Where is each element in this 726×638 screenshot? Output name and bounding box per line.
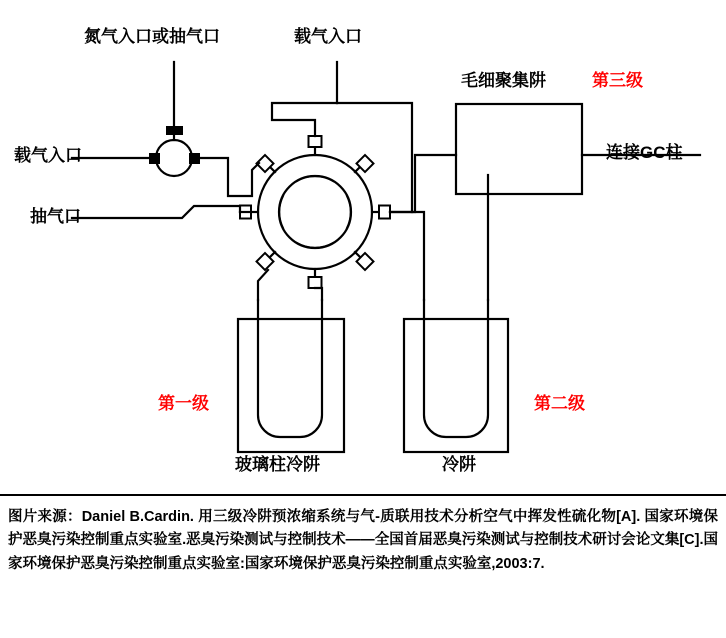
valve-flow-path-1: [297, 176, 333, 181]
stage-one-dewar: [238, 319, 344, 452]
stage-two-u-trap: [424, 300, 488, 437]
vacuum-port-line: [72, 206, 240, 218]
label-nitrogen-inlet: 氮气入口或抽气口: [84, 27, 220, 46]
carrier-gas-top-line: [272, 103, 337, 136]
valve-se-branch: [371, 261, 400, 276]
source-citation-box: [0, 494, 726, 638]
source-citation-text: 图片来源：Daniel B.Cardin. 用三级冷阱预浓缩系统与气-质联用技术分析空气中挥发性硫化物[A]. 国家环境保护恶臭污染控制重点实验室.恶臭污染测试与控制技术——全国首届恶臭污染测试与控制技术研讨会论文集[C].国家环境保护恶臭污染控制重点实验室:国家环境保护恶臭污染控制重点实验室,2003:7.: [8, 509, 718, 572]
stage-one-u-trap: [258, 300, 322, 437]
three-way-valve-left-port: [149, 153, 160, 164]
label-stage-three: 第三级: [592, 71, 643, 90]
label-cold-trap: 冷阱: [442, 455, 476, 474]
valve-flow-path-3: [297, 243, 333, 248]
label-carrier-gas-inlet-top: 载气入口: [294, 27, 362, 46]
valve-inner-ring: [279, 176, 351, 248]
label-glass-column-cold-trap: 玻璃柱冷阱: [235, 455, 320, 474]
label-vacuum-port: 抽气口: [30, 207, 81, 226]
label-carrier-gas-inlet-left: 载气入口: [14, 146, 82, 165]
stage-one-right-riser: [315, 288, 322, 300]
three-way-valve-body: [156, 140, 192, 176]
capillary-trap-box: [456, 104, 582, 194]
label-connect-gc-column: 连接GC柱: [606, 143, 683, 162]
capillary-top-feed-stub: [272, 85, 412, 103]
stage-two-dewar: [404, 319, 508, 452]
valve-to-capillary-line: [390, 155, 456, 212]
three-way-valve-cap: [166, 126, 183, 135]
stage-one-left-riser: [258, 270, 268, 300]
three-way-valve-right-port: [189, 153, 200, 164]
port-fitting-s: [309, 277, 322, 288]
label-stage-one: 第一级: [158, 394, 209, 413]
label-capillary-trap: 毛细聚集阱: [461, 71, 546, 90]
port-fitting-n: [309, 136, 322, 147]
stage-two-left-riser: [390, 212, 424, 300]
port-fitting-e: [379, 206, 390, 219]
three-way-valve-to-rotary-line: [200, 158, 259, 196]
label-stage-two: 第二级: [534, 394, 585, 413]
